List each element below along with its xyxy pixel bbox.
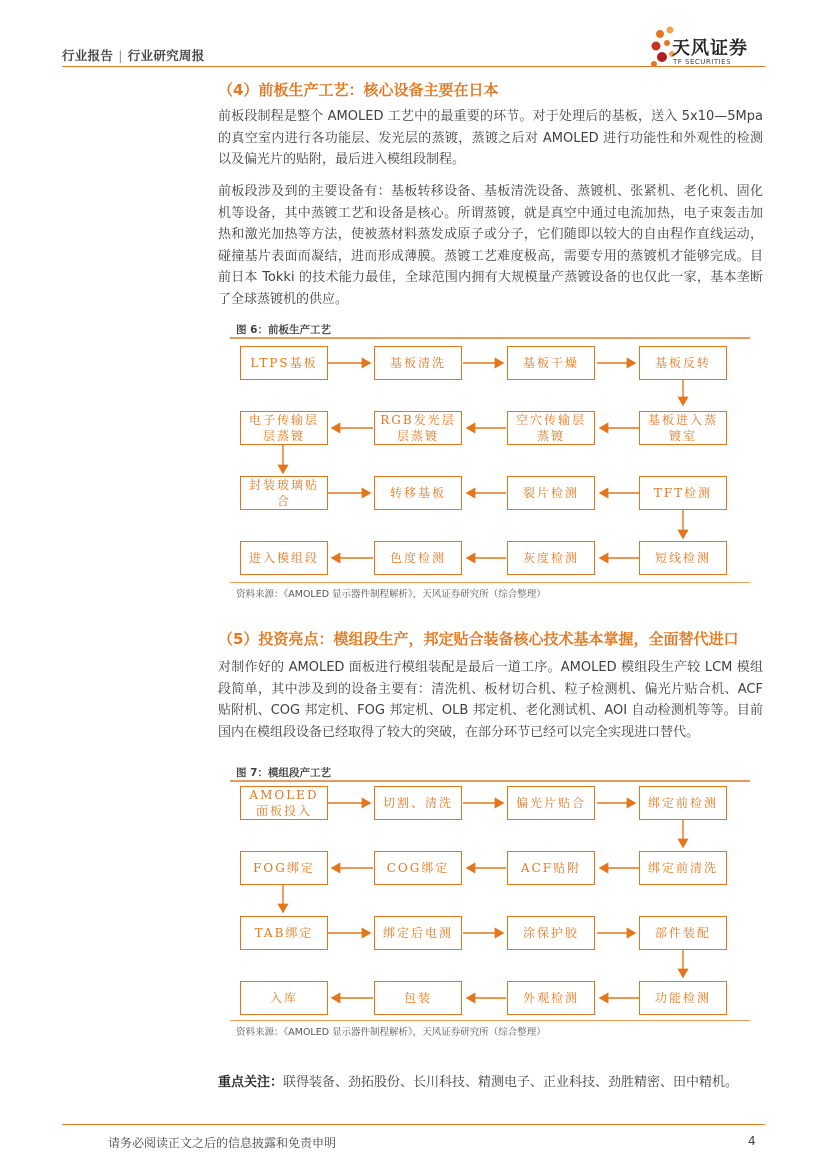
flow7-step-pre-bond-inspection: 绑定前检测 <box>639 786 727 820</box>
flow6-step-transfer-substrate: 转移基板 <box>374 476 462 510</box>
logo-subtitle: TF SECURITIES <box>673 58 732 66</box>
footer-divider <box>62 1124 765 1125</box>
flow7-step-pre-bond-clean: 绑定前清洗 <box>639 851 727 885</box>
flow6-step-tft-inspection: TFT检测 <box>639 476 727 510</box>
flow6-step-rgb-evaporation: RGB发光层层蒸镀 <box>374 411 462 445</box>
section-4-paragraph-2: 前板段涉及到的主要设备有：基板转移设备、基板清洗设备、蒸镀机、张紧机、老化机、固化机等设备，其中蒸镀工艺和设备是核心。所谓蒸镀，就是真空中通过电流加热，电子束轰击加热和激光加热等方法，使被蒸材料蒸发成原子或分子，它们随即以较大的自由程作直线运动，碰撞基片表面而凝结，进而形成薄膜。蒸镀工艺难度极高，需要专用的蒸镀机才能够完成。目前日本 Tokki 的技术能力最佳，全球范围内拥有大规模量产蒸镀设备的也仅此一家，基本垄断了全球蒸镀机的供应。 <box>218 184 763 307</box>
flow6-step-split-inspection: 裂片检测 <box>507 476 595 510</box>
flow7-step-function-inspection: 功能检测 <box>639 981 727 1015</box>
figure-7-flowchart <box>230 780 750 1020</box>
flow7-step-warehouse: 入库 <box>240 981 328 1015</box>
flow6-step-substrate-flip: 基板反转 <box>639 346 727 380</box>
flow7-step-fog-bonding: FOG绑定 <box>240 851 328 885</box>
report-header <box>62 46 205 64</box>
section-5-paragraph-1: 对制作好的 AMOLED 面板进行模组装配是最后一道工序。AMOLED 模组段生产较 LCM 模组段简单，其中涉及到的设备主要有：清洗机、板材切合机、粒子检测机、偏光片贴合机、ACF 贴附机、COG 邦定机、FOG 邦定机、OLB 邦定机、老化测试机、AOI 自动检测机等等。目前国内在模组段设备已经取得了较大的突破，在部分环节已经可以完全实现进口替代。 <box>218 660 763 740</box>
flow6-step-htl-evaporation: 空穴传输层蒸镀 <box>507 411 595 445</box>
flow6-step-substrate-clean: 基板清洗 <box>374 346 462 380</box>
flow6-step-chroma-inspection: 色度检测 <box>374 541 462 575</box>
figure-6-title: 图 6：前板生产工艺 <box>236 324 331 336</box>
header-subcategory: 行业研究周报 <box>127 48 205 63</box>
key-focus-line <box>218 1071 738 1090</box>
flow7-step-protective-glue: 涂保护胶 <box>507 916 595 950</box>
flow6-step-enter-chamber: 基板进入蒸镀室 <box>639 411 727 445</box>
flow6-step-ltps-substrate: LTPS基板 <box>240 346 328 380</box>
footer-disclaimer: 请务必阅读正文之后的信息披露和免责申明 <box>108 1136 337 1150</box>
section-5-heading: （5）投资亮点：模组段生产，邦定贴合装备核心技术基本掌握，全面替代进口 <box>218 630 739 648</box>
section-4-paragraph-1: 前板段制程是整个 AMOLED 工艺中的最重要的环节。对于处理后的基板，送入 5x10—5Mpa 的真空室内进行各功能层、发光层的蒸镀，蒸镀之后对 AMOLED 进行功能性和外观性的检测以及偏光片的贴附，最后进入模组段制程。 <box>218 109 763 167</box>
flow7-step-post-bond-test: 绑定后电测 <box>374 916 462 950</box>
flow6-step-substrate-dry: 基板干燥 <box>507 346 595 380</box>
flow7-step-acf-attach: ACF贴附 <box>507 851 595 885</box>
flow7-step-cog-bonding: COG绑定 <box>374 851 462 885</box>
figure-6-source: 资料来源：《AMOLED 显示器件制程解析》，天风证券研究所（综合整理） <box>236 589 546 600</box>
header-category: 行业报告 <box>62 48 114 63</box>
flow6-step-enter-module: 进入模组段 <box>240 541 328 575</box>
flow7-step-parts-assembly: 部件装配 <box>639 916 727 950</box>
flow7-step-cut-clean: 切割、清洗 <box>374 786 462 820</box>
figure-6-bottom-rule <box>230 582 750 583</box>
section-4-heading: （4）前板生产工艺：核心设备主要在日本 <box>218 81 499 99</box>
key-focus-companies: 联得装备、劲拓股份、长川科技、精测电子、正业科技、劲胜精密、田中精机。 <box>283 1075 739 1090</box>
flow6-step-gray-inspection: 灰度检测 <box>507 541 595 575</box>
header-separator: | <box>118 48 123 63</box>
logo-name: 天风证券 <box>672 38 748 59</box>
flow7-step-appearance-inspection: 外观检测 <box>507 981 595 1015</box>
flow7-step-packaging: 包装 <box>374 981 462 1015</box>
figure-7-source: 资料来源：《AMOLED 显示器件制程解析》，天风证券研究所（综合整理） <box>236 1027 546 1038</box>
key-focus-label: 重点关注： <box>218 1075 284 1090</box>
page-number: 4 <box>748 1134 756 1148</box>
header-divider <box>62 66 765 67</box>
figure-7-title: 图 7：模组段产工艺 <box>236 767 331 779</box>
flow7-step-polarizer-attach: 偏光片贴合 <box>507 786 595 820</box>
flow6-step-glass-encapsulation: 封装玻璃贴合 <box>240 476 328 510</box>
flow7-step-tab-bonding: TAB绑定 <box>240 916 328 950</box>
flow6-step-short-inspection: 短线检测 <box>639 541 727 575</box>
flow6-step-etl-evaporation: 电子传输层层蒸镀 <box>240 411 328 445</box>
figure-7-bottom-rule <box>230 1020 750 1021</box>
flow7-step-amoled-panel-input: AMOLED面板投入 <box>240 786 328 820</box>
figure-6-flowchart <box>230 337 750 582</box>
